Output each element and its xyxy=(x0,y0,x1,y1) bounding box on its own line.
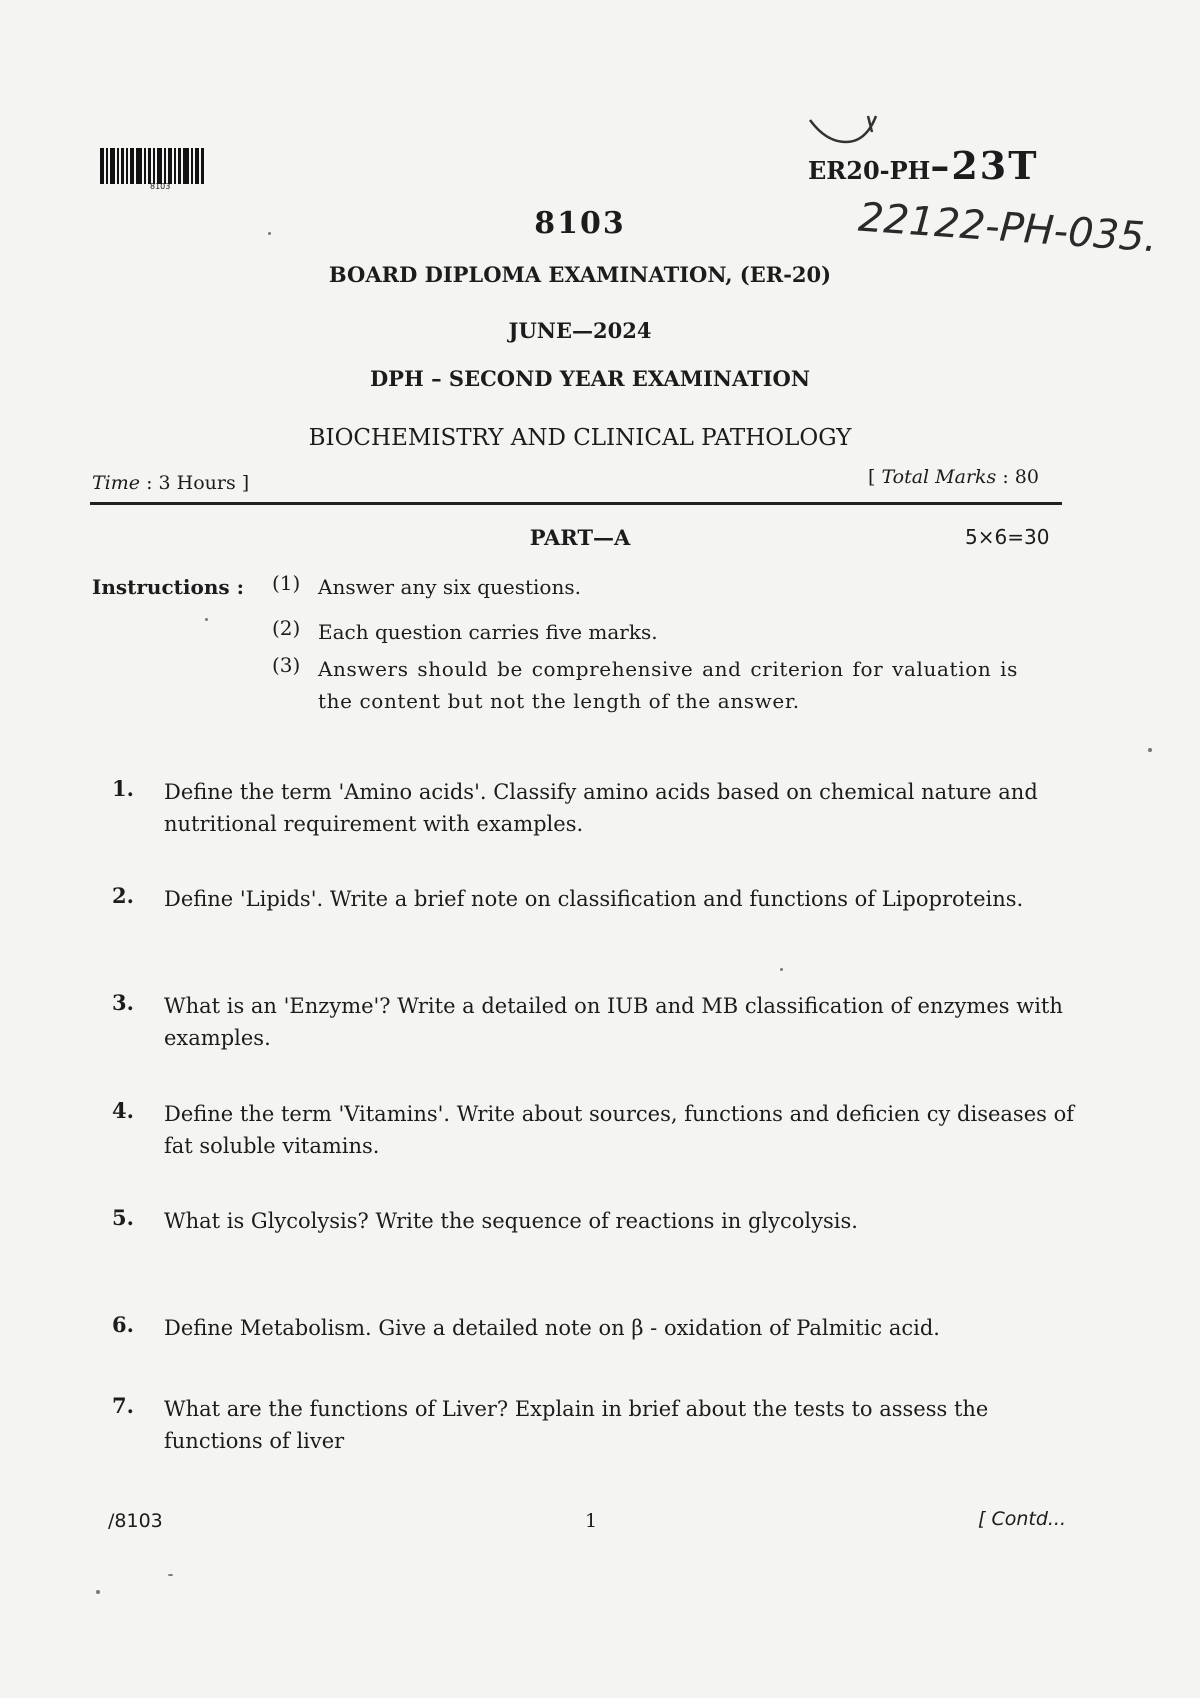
scan-speck xyxy=(96,1590,100,1594)
question-item xyxy=(112,1098,1092,1162)
question-text: Define the term 'Amino acids'. Classify amino acids based on chemical nature and nutritional requirement with examples. xyxy=(164,780,1038,836)
question-text: Define Metabolism. Give a detailed note on β - oxidation of Palmitic acid. xyxy=(164,1316,940,1340)
subject-title: BIOCHEMISTRY AND CLINICAL PATHOLOGY xyxy=(308,425,852,451)
continued-note: [ Contd... xyxy=(978,1508,1067,1530)
question-item xyxy=(112,1312,1092,1344)
question-text: Define 'Lipids'. Write a brief note on classification and functions of Lipoproteins. xyxy=(164,887,1024,911)
question-text: What is Glycolysis? Write the sequence of reactions in glycolysis. xyxy=(164,1209,858,1233)
instruction-item xyxy=(272,653,1032,717)
question-item xyxy=(112,776,1092,840)
time-label: Time xyxy=(92,472,141,494)
scan-speck xyxy=(1148,748,1152,752)
marks-open-bracket: [ xyxy=(868,466,882,488)
question-item xyxy=(112,1393,1092,1457)
instruction-number: (3) xyxy=(272,653,301,677)
marks-value: : 80 xyxy=(1002,466,1039,488)
scan-speck xyxy=(168,1574,173,1576)
scan-speck xyxy=(268,232,271,235)
part-title: PART—A xyxy=(529,525,631,550)
question-number: 2. xyxy=(112,883,134,908)
instruction-number: (2) xyxy=(272,616,301,640)
question-text: Define the term 'Vitamins'. Write about sources, functions and deficien cy diseases of fat soluble vitamins. xyxy=(164,1102,1075,1158)
barcode xyxy=(100,148,230,184)
board-title: BOARD DIPLOMA EXAMINATION, (ER-20) xyxy=(328,262,832,287)
question-number: 6. xyxy=(112,1312,134,1337)
instruction-text: Each question carries five marks. xyxy=(318,620,658,644)
instruction-text: Answers should be comprehensive and criterion for valuation is the content but not the length of the answer. xyxy=(318,657,1018,713)
scan-speck xyxy=(205,618,208,621)
exam-title: DPH – SECOND YEAR EXAMINATION xyxy=(369,366,811,391)
footer-paper-code: /8103 xyxy=(108,1510,163,1532)
exam-session: JUNE—2024 xyxy=(508,318,652,343)
handwritten-note: 22122-PH-035. xyxy=(856,194,1159,262)
instruction-number: (1) xyxy=(272,571,301,595)
marks-formula: 5×6=30 xyxy=(965,525,1050,549)
question-item xyxy=(112,883,1092,915)
question-text: What is an 'Enzyme'? Write a detailed on IUB and MB classification of enzymes with examples. xyxy=(164,994,1063,1050)
total-marks xyxy=(868,466,1039,488)
question-item xyxy=(112,990,1092,1054)
paper-reference-prefix: ER20-PH xyxy=(808,156,931,185)
time-allowed xyxy=(92,472,249,494)
question-number: 1. xyxy=(112,776,134,801)
instruction-text: Answer any six questions. xyxy=(318,575,581,599)
paper-code: 8103 xyxy=(534,206,626,241)
question-number: 3. xyxy=(112,990,134,1015)
paper-reference-suffix: –23T xyxy=(930,143,1039,188)
page-number: 1 xyxy=(585,1510,598,1532)
question-number: 7. xyxy=(112,1393,134,1418)
scan-speck xyxy=(780,968,783,971)
instruction-item xyxy=(272,571,1032,603)
question-number: 5. xyxy=(112,1205,134,1230)
barcode-number: 8103 xyxy=(150,182,171,191)
header-divider xyxy=(90,502,1062,505)
instructions-label: Instructions : xyxy=(92,575,244,599)
time-value: : 3 Hours ] xyxy=(146,472,250,494)
question-text: What are the functions of Liver? Explain in brief about the tests to assess the functions of liver xyxy=(164,1397,989,1453)
marks-label: Total Marks xyxy=(881,466,997,488)
question-number: 4. xyxy=(112,1098,134,1123)
instruction-item xyxy=(272,616,1032,648)
paper-reference-code xyxy=(808,143,1039,188)
question-item xyxy=(112,1205,1092,1237)
